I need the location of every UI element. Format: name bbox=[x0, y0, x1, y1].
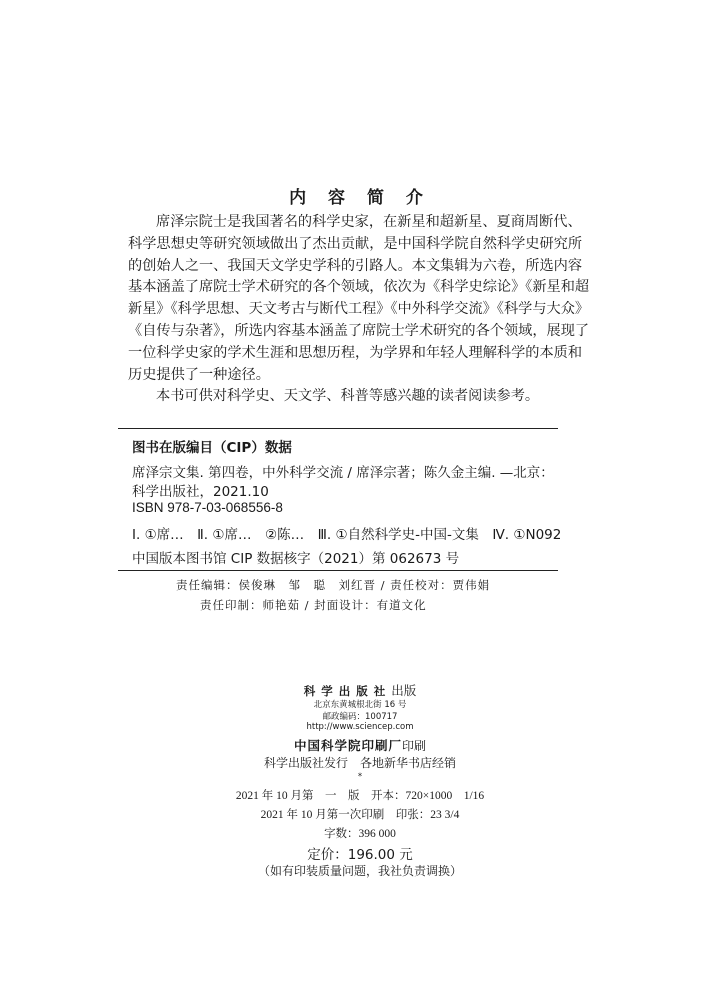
summary-line: 新星》《科学思想、天文考古与断代工程》《中外科学交流》《科学与大众》 bbox=[128, 301, 590, 318]
cip-data-number: 中国版本图书馆 CIP 数据核字（2021）第 062673 号 bbox=[132, 551, 460, 567]
summary-line: 一位科学史家的学术生涯和思想历程，为学界和年轻人理解科学的本质和 bbox=[128, 344, 583, 361]
summary-line: 科学思想史等研究领域做出了杰出贡献，是中国科学院自然科学史研究所 bbox=[128, 235, 583, 252]
summary-line: 《自传与杂著》，所选内容基本涵盖了席院士学术研究的各个领域，展现了 bbox=[128, 322, 590, 339]
summary-line: 席泽宗院士是我国著名的科学史家，在新星和超新星、夏商周断代、 bbox=[156, 214, 582, 230]
credits-production: 责任印制：师艳茹 / 封面设计：有道文化 bbox=[200, 598, 427, 612]
printing-line: 2021 年 10 月第一次印刷 印张：23 3/4 bbox=[260, 809, 460, 821]
summary-line: 的创始人之一、我国天文学史学科的引路人。本文集辑为六卷，所选内容 bbox=[128, 257, 583, 274]
summary-paragraph-2: 本书可供对科学史、天文学、科普等感兴趣的读者阅读参考。 bbox=[156, 388, 540, 405]
word-count-line: 字数：396 000 bbox=[324, 828, 396, 840]
credits-editors: 责任编辑：侯俊琳 邹 聪 刘红晋 / 责任校对：贾伟娟 bbox=[176, 578, 491, 592]
edition-line: 2021 年 10 月第 一 版 开本：720×1000 1/16 bbox=[235, 790, 485, 802]
price-line: 定价：196.00 元 bbox=[307, 847, 413, 863]
cip-record-line-1: 席泽宗文集. 第四卷，中外科学交流 / 席泽宗著；陈久金主编. —北京： bbox=[132, 465, 554, 481]
cip-record-line-2: 科学出版社，2021.10 bbox=[132, 484, 269, 500]
publisher-address: 北京东黄城根北街 16 号 bbox=[313, 700, 407, 710]
printer-suffix: 印刷 bbox=[402, 739, 427, 753]
publisher-name: 科学出版社 bbox=[303, 684, 392, 698]
summary-line: 基本涵盖了席院士学术研究的各个领域，依次为《科学史综论》《新星和超 bbox=[128, 279, 590, 296]
publisher-postcode: 邮政编码：100717 bbox=[322, 712, 398, 722]
separator-star: * bbox=[357, 772, 363, 782]
summary-body bbox=[128, 212, 590, 408]
summary-title: 内 容 简 介 bbox=[289, 188, 431, 208]
publisher-website: http://www.sciencep.com bbox=[306, 722, 414, 732]
summary-line: 历史提供了一种途径。 bbox=[128, 366, 270, 383]
printer-line bbox=[0, 735, 720, 754]
cip-top-rule bbox=[118, 428, 558, 429]
quality-notice: （如有印装质量问题，我社负责调换） bbox=[257, 864, 462, 878]
distribution-line: 科学出版社发行 各地新华书店经销 bbox=[263, 756, 456, 770]
publisher-line bbox=[0, 680, 720, 699]
cip-classification: Ⅰ. ①席… Ⅱ. ①席… ②陈… Ⅲ. ①自然科学史-中国-文集 Ⅳ. ①N092 bbox=[132, 527, 562, 543]
publisher-suffix: 出版 bbox=[391, 683, 417, 698]
printer-name: 中国科学院印刷厂 bbox=[293, 738, 402, 753]
cip-bottom-rule bbox=[118, 570, 558, 571]
cip-header: 图书在版编目（CIP）数据 bbox=[132, 440, 292, 456]
cip-isbn: ISBN 978-7-03-068556-8 bbox=[132, 500, 283, 515]
